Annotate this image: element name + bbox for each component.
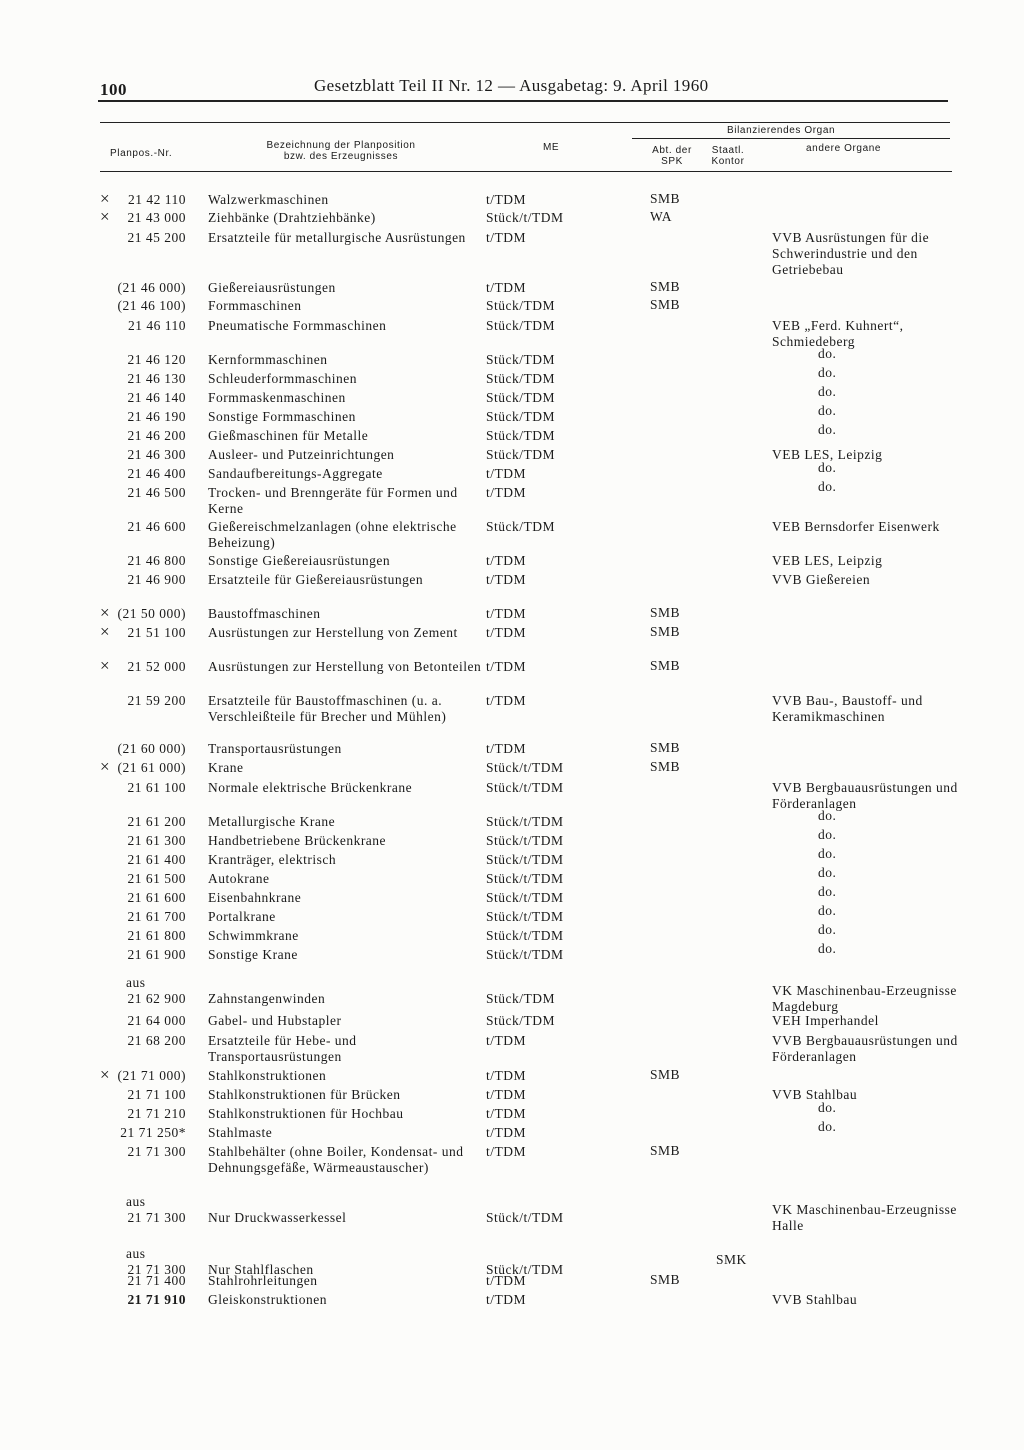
page-title: Gesetzblatt Teil II Nr. 12 — Ausgabetag: 9. April 1960 [314, 76, 709, 95]
row-description: Ausleer- und Putzeinrichtungen [208, 447, 395, 462]
row-andere-organe: VK Maschinenbau-Erzeugnisse Magdeburg [772, 983, 957, 1014]
row-planpos-number: 21 46 140 [127, 390, 186, 405]
row-planpos-number: 21 46 800 [127, 553, 186, 568]
row-andere-organe: do. [818, 808, 837, 823]
row-planpos-number: 21 71 210 [127, 1106, 186, 1121]
row-planpos-number: 21 45 200 [127, 230, 186, 245]
row-planpos-number: 21 61 900 [127, 947, 186, 962]
col-andere-header: andere Organe [806, 143, 882, 154]
row-planpos-number: 21 71 910 [127, 1292, 186, 1307]
row-description: Formmaschinen [208, 298, 302, 313]
row-mark: × [100, 622, 111, 641]
row-planpos-number: 21 62 900 [127, 991, 186, 1006]
row-unit: Stück/TDM [486, 428, 556, 443]
row-planpos-number: 21 46 190 [127, 409, 186, 424]
row-description: Eisenbahnkrane [208, 890, 302, 905]
row-unit: Stück/TDM [486, 352, 556, 367]
row-description: Ersatzteile für Baustoffmaschinen (u. a. Verschleißteile für Brecher und Mühlen) [208, 693, 447, 724]
row-abt-spk: SMB [650, 191, 681, 206]
row-description: Schleuderformmaschinen [208, 371, 357, 386]
row-description: Stahlkonstruktionen für Brücken [208, 1087, 401, 1102]
row-planpos-number: (21 71 000) [117, 1068, 186, 1083]
row-description: Gleiskonstruktionen [208, 1292, 327, 1307]
row-unit: Stück/TDM [486, 991, 556, 1006]
row-description: Zahnstangenwinden [208, 991, 326, 1006]
row-planpos-number: 21 61 300 [127, 833, 186, 848]
row-unit: t/TDM [486, 1106, 527, 1121]
row-unit: t/TDM [486, 485, 527, 500]
row-description: Stahlbehälter (ohne Boiler, Kondensat- und Dehnungsgefäße, Wärmeaustauscher) [208, 1144, 464, 1175]
row-unit: Stück/t/TDM [486, 780, 564, 795]
col-staatl-line1: Staatl. [711, 145, 745, 156]
row-unit: Stück/t/TDM [486, 947, 564, 962]
row-unit: t/TDM [486, 572, 527, 587]
row-planpos-number: 21 61 800 [127, 928, 186, 943]
row-planpos-number: 21 71 400 [127, 1273, 186, 1288]
row-description: Ziehbänke (Drahtziehbänke) [208, 210, 376, 225]
row-planpos-number: 21 61 700 [127, 909, 186, 924]
row-abt-spk: SMB [650, 605, 681, 620]
row-andere-organe: VVB Gießereien [772, 572, 871, 587]
row-planpos-number: (21 46 000) [117, 280, 186, 295]
col-bilanzierendes-header: Bilanzierendes Organ [727, 125, 836, 136]
row-planpos-number: 21 46 130 [127, 371, 186, 386]
row-andere-organe: do. [818, 365, 837, 380]
row-abt-spk: SMB [650, 740, 681, 755]
row-unit: Stück/TDM [486, 390, 556, 405]
row-unit: Stück/t/TDM [486, 890, 564, 905]
row-andere-organe: VVB Stahlbau [772, 1087, 858, 1102]
row-andere-organe: do. [818, 479, 837, 494]
row-andere-organe: do. [818, 865, 837, 880]
row-description: Normale elektrische Brückenkrane [208, 780, 413, 795]
row-unit: Stück/TDM [486, 318, 556, 333]
row-andere-organe: VEB LES, Leipzig [772, 553, 883, 568]
row-abt-spk: SMB [650, 297, 681, 312]
col-abt-line1: Abt. der [652, 145, 692, 156]
row-description: Metallurgische Krane [208, 814, 336, 829]
row-unit: t/TDM [486, 1292, 527, 1307]
row-andere-organe: do. [818, 827, 837, 842]
row-unit: Stück/t/TDM [486, 871, 564, 886]
row-description: Pneumatische Formmaschinen [208, 318, 387, 333]
row-description: Trocken- und Brenngeräte für Formen und Kerne [208, 485, 458, 516]
page-number: 100 [100, 80, 127, 99]
row-description: Ersatzteile für metallurgische Ausrüstungen [208, 230, 466, 245]
row-description: Handbetriebene Brückenkrane [208, 833, 387, 848]
row-description: Sandaufbereitungs-Aggregate [208, 466, 383, 481]
row-planpos-number: 21 42 110 [128, 192, 186, 207]
row-description: Stahlmaste [208, 1125, 273, 1140]
row-andere-organe: do. [818, 1119, 837, 1134]
row-planpos-number: 21 71 300 [127, 1144, 186, 1159]
row-abt-spk: SMB [650, 658, 681, 673]
row-abt-spk: SMB [650, 279, 681, 294]
row-unit: Stück/TDM [486, 1013, 556, 1028]
row-mark: × [100, 603, 111, 622]
row-planpos-number: 21 61 500 [127, 871, 186, 886]
row-unit: t/TDM [486, 625, 527, 640]
row-andere-organe: do. [818, 941, 837, 956]
row-description: Formmaskenmaschinen [208, 390, 346, 405]
row-description: Schwimmkrane [208, 928, 299, 943]
row-description: Baustoffmaschinen [208, 606, 321, 621]
row-planpos-number: 21 61 400 [127, 852, 186, 867]
row-andere-organe: do. [818, 1100, 837, 1115]
row-andere-organe: VVB Bergbauausrüstungen und Förderanlagen [772, 780, 958, 811]
row-aus-label: aus [126, 1246, 146, 1261]
row-andere-organe: do. [818, 846, 837, 861]
row-unit: Stück/TDM [486, 371, 556, 386]
row-unit: t/TDM [486, 1144, 527, 1159]
row-planpos-number: 21 64 000 [127, 1013, 186, 1028]
row-planpos-number: 21 46 300 [127, 447, 186, 462]
row-mark: × [100, 757, 111, 776]
row-abt-spk: WA [650, 209, 672, 224]
row-planpos-number: 21 61 200 [127, 814, 186, 829]
row-unit: Stück/t/TDM [486, 760, 564, 775]
row-planpos-number: (21 50 000) [117, 606, 186, 621]
row-abt-spk: SMB [650, 624, 681, 639]
row-mark: × [100, 656, 111, 675]
row-mark: × [100, 189, 111, 208]
row-planpos-number: (21 61 000) [117, 760, 186, 775]
row-planpos-number: 21 46 110 [128, 318, 186, 333]
row-description: Krane [208, 760, 244, 775]
row-unit: Stück/t/TDM [486, 210, 564, 225]
row-abt-spk: SMB [650, 1067, 681, 1082]
col-me-header: ME [543, 142, 560, 153]
row-planpos-number: 21 51 100 [127, 625, 186, 640]
row-description: Ersatzteile für Hebe- und Transportausrüstungen [208, 1033, 357, 1064]
row-planpos-number: 21 46 120 [127, 352, 186, 367]
row-planpos-number: (21 46 100) [117, 298, 186, 313]
row-unit: Stück/t/TDM [486, 909, 564, 924]
row-description: Gießereischmelzanlagen (ohne elektrische Beheizung) [208, 519, 457, 550]
row-unit: Stück/t/TDM [486, 1262, 564, 1277]
row-andere-organe: VEB „Ferd. Kuhnert“, Schmiedeberg [772, 318, 904, 349]
row-unit: t/TDM [486, 466, 527, 481]
row-unit: Stück/TDM [486, 519, 556, 534]
row-andere-organe: do. [818, 384, 837, 399]
row-unit: t/TDM [486, 659, 527, 674]
row-aus-label: aus [126, 975, 146, 990]
row-planpos-number: 21 59 200 [127, 693, 186, 708]
row-description: Gabel- und Hubstapler [208, 1013, 342, 1028]
row-description: Stahlkonstruktionen für Hochbau [208, 1106, 404, 1121]
row-planpos-number: 21 46 200 [127, 428, 186, 443]
row-unit: Stück/TDM [486, 447, 556, 462]
row-description: Ausrüstungen zur Herstellung von Zement [208, 625, 458, 640]
row-unit: t/TDM [486, 280, 527, 295]
row-description: Sonstige Gießereiausrüstungen [208, 553, 391, 568]
row-description: Transportausrüstungen [208, 741, 342, 756]
row-planpos-number: 21 71 250* [120, 1125, 186, 1140]
row-unit: Stück/t/TDM [486, 833, 564, 848]
row-description: Walzwerkmaschinen [208, 192, 329, 207]
row-unit: Stück/TDM [486, 298, 556, 313]
row-abt-spk: SMB [650, 759, 681, 774]
row-unit: Stück/t/TDM [486, 1210, 564, 1225]
row-unit: t/TDM [486, 1033, 527, 1048]
row-description: Gießmaschinen für Metalle [208, 428, 369, 443]
row-planpos-number: 21 43 000 [127, 210, 186, 225]
row-unit: t/TDM [486, 553, 527, 568]
row-planpos-number: 21 68 200 [127, 1033, 186, 1048]
row-unit: Stück/t/TDM [486, 814, 564, 829]
row-andere-organe: VVB Bau-, Baustoff- und Keramikmaschinen [772, 693, 923, 724]
col-staatl-line2: Kontor [711, 156, 745, 167]
row-andere-organe: VVB Stahlbau [772, 1292, 858, 1307]
row-planpos-number: (21 60 000) [117, 741, 186, 756]
row-abt-spk: SMB [650, 1272, 681, 1287]
row-planpos-number: 21 71 100 [127, 1087, 186, 1102]
col-bezeichnung-line2: bzw. des Erzeugnisses [283, 151, 399, 162]
row-planpos-number: 21 46 600 [127, 519, 186, 534]
row-description: Nur Stahlflaschen [208, 1262, 314, 1277]
row-andere-organe: do. [818, 884, 837, 899]
row-unit: Stück/TDM [486, 409, 556, 424]
row-andere-organe: VVB Bergbauausrüstungen und Förderanlagen [772, 1033, 958, 1064]
row-unit: t/TDM [486, 693, 527, 708]
row-description: Kranträger, elektrisch [208, 852, 337, 867]
row-unit: Stück/t/TDM [486, 928, 564, 943]
col-planpos-header: Planpos.-Nr. [110, 148, 173, 159]
row-description: Kernformmaschinen [208, 352, 328, 367]
col-abt-line2: SPK [661, 156, 683, 167]
row-description: Nur Druckwasserkessel [208, 1210, 347, 1225]
row-unit: t/TDM [486, 1273, 527, 1288]
row-unit: Stück/t/TDM [486, 852, 564, 867]
row-andere-organe: do. [818, 460, 837, 475]
row-andere-organe: do. [818, 346, 837, 361]
row-planpos-number: 21 46 400 [127, 466, 186, 481]
row-description: Portalkrane [208, 909, 276, 924]
row-planpos-number: 21 61 600 [127, 890, 186, 905]
row-description: Stahlrohrleitungen [208, 1273, 318, 1288]
row-unit: t/TDM [486, 192, 527, 207]
row-abt-spk: SMB [650, 1143, 681, 1158]
row-staatl-kontor: SMK [716, 1252, 747, 1267]
row-description: Sonstige Formmaschinen [208, 409, 356, 424]
row-planpos-number: 21 52 000 [127, 659, 186, 674]
row-unit: t/TDM [486, 1087, 527, 1102]
row-andere-organe: do. [818, 903, 837, 918]
row-andere-organe: VEB Bernsdorfer Eisenwerk [772, 519, 940, 534]
row-planpos-number: 21 61 100 [127, 780, 186, 795]
row-mark: × [100, 1065, 111, 1084]
row-description: Ausrüstungen zur Herstellung von Betonteilen [208, 659, 482, 674]
row-description: Stahlkonstruktionen [208, 1068, 327, 1083]
row-planpos-number: 21 71 300 [127, 1262, 186, 1277]
row-description: Ersatzteile für Gießereiausrüstungen [208, 572, 424, 587]
row-mark: × [100, 207, 111, 226]
col-bezeichnung-line1: Bezeichnung der Planposition [266, 140, 416, 151]
row-unit: t/TDM [486, 741, 527, 756]
row-description: Gießereiausrüstungen [208, 280, 336, 295]
row-andere-organe: do. [818, 922, 837, 937]
row-andere-organe: VEH Imperhandel [772, 1013, 879, 1028]
row-andere-organe: do. [818, 403, 837, 418]
row-planpos-number: 21 46 500 [127, 485, 186, 500]
row-description: Sonstige Krane [208, 947, 298, 962]
row-andere-organe: VVB Ausrüstungen für die Schwerindustrie und den Getriebebau [772, 230, 930, 277]
row-aus-label: aus [126, 1194, 146, 1209]
row-unit: t/TDM [486, 1068, 527, 1083]
row-planpos-number: 21 46 900 [127, 572, 186, 587]
row-unit: t/TDM [486, 230, 527, 245]
row-andere-organe: do. [818, 422, 837, 437]
row-planpos-number: 21 71 300 [127, 1210, 186, 1225]
row-andere-organe: VK Maschinenbau-Erzeugnisse Halle [772, 1202, 957, 1233]
row-unit: t/TDM [486, 1125, 527, 1140]
row-andere-organe: VEB LES, Leipzig [772, 447, 883, 462]
row-description: Autokrane [208, 871, 270, 886]
row-unit: t/TDM [486, 606, 527, 621]
